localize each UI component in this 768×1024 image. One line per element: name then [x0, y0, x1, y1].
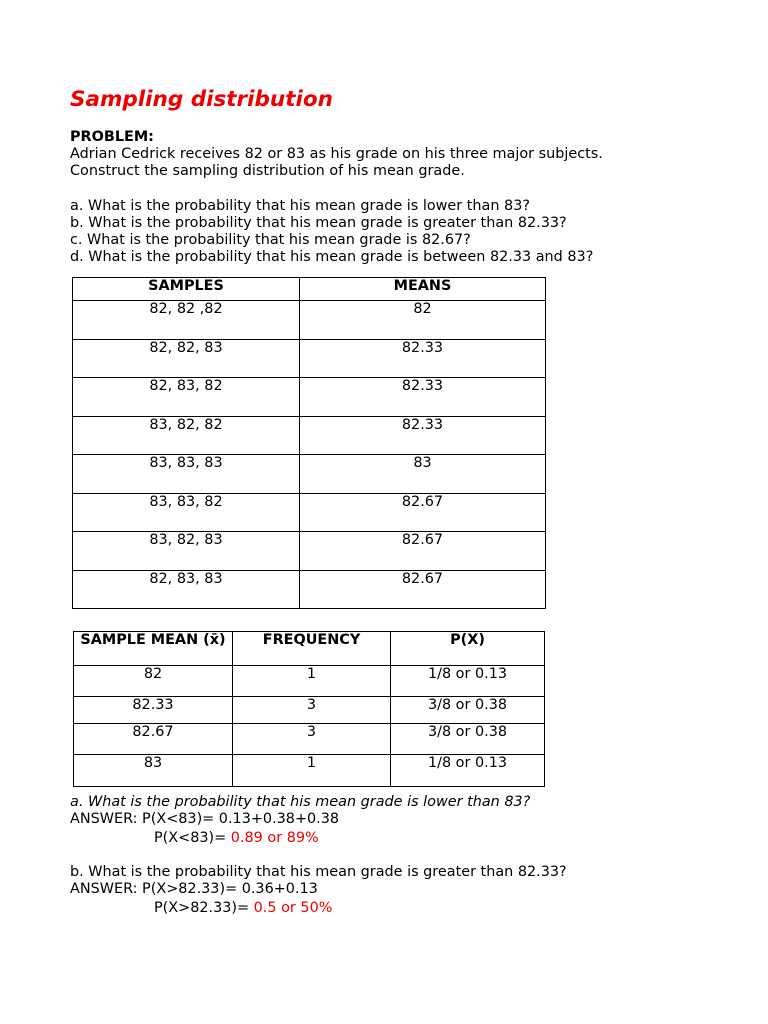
- table-cell: 3/8 or 0.38: [391, 697, 545, 724]
- table-cell: 82.67: [300, 570, 546, 609]
- table-cell: 83, 83, 82: [73, 493, 300, 532]
- table-row: [73, 455, 546, 494]
- answer-result-prefix: P(X>82.33)=: [154, 900, 254, 916]
- table-cell: 3: [233, 697, 391, 724]
- table-row: [73, 416, 546, 455]
- table-cell: 82: [300, 301, 546, 340]
- table-cell: 82: [74, 666, 233, 697]
- table-cell: 82.33: [300, 378, 546, 417]
- table-row: [74, 666, 545, 697]
- table-row: [73, 378, 546, 417]
- table-cell: 83: [300, 455, 546, 494]
- column-header-samples: SAMPLES: [73, 278, 300, 301]
- page-title: Sampling distribution: [70, 87, 333, 112]
- table-header-row: [73, 278, 546, 301]
- table-row: [73, 339, 546, 378]
- table-header-row: [74, 632, 545, 666]
- table-cell: 82.67: [300, 532, 546, 571]
- table-cell: 83, 82, 83: [73, 532, 300, 571]
- problem-line: Construct the sampling distribution of his mean grade.: [70, 163, 465, 179]
- problem-line: Adrian Cedrick receives 82 or 83 as his grade on his three major subjects.: [70, 146, 603, 162]
- answer-result-value: 0.5 or 50%: [253, 900, 333, 916]
- answer-b-section: [70, 864, 567, 917]
- table-cell: 83, 82, 82: [73, 416, 300, 455]
- question-item: d. What is the probability that his mean grade is between 82.33 and 83?: [70, 249, 594, 265]
- table-cell: 1: [233, 666, 391, 697]
- sampling-distribution-table: [73, 631, 545, 787]
- table-cell: 82, 83, 83: [73, 570, 300, 609]
- table-row: [73, 301, 546, 340]
- table-row: [73, 493, 546, 532]
- table-cell: 82.33: [74, 697, 233, 724]
- table-row: [73, 570, 546, 609]
- table-cell: 82, 82, 83: [73, 339, 300, 378]
- table-cell: 1: [233, 755, 391, 787]
- table-cell: 82.33: [300, 416, 546, 455]
- table-row: [74, 755, 545, 787]
- column-header-sample-mean: SAMPLE MEAN (x̄): [74, 632, 233, 666]
- table-row: [73, 532, 546, 571]
- answer-result-line: [70, 900, 567, 917]
- question-item: a. What is the probability that his mean grade is lower than 83?: [70, 198, 530, 214]
- question-item: c. What is the probability that his mean grade is 82.67?: [70, 232, 471, 248]
- answer-result-line: [70, 830, 530, 847]
- question-item: b. What is the probability that his mean grade is greater than 82.33?: [70, 215, 567, 231]
- answer-result-value: 0.89 or 89%: [230, 830, 319, 846]
- answer-line: ANSWER: P(X<83)= 0.13+0.38+0.38: [70, 811, 340, 827]
- table-cell: 1/8 or 0.13: [391, 666, 545, 697]
- answer-a-section: [70, 794, 530, 847]
- samples-table: [72, 277, 546, 609]
- table-row: [74, 724, 545, 755]
- table-cell: 82.33: [300, 339, 546, 378]
- table-cell: 82, 82 ,82: [73, 301, 300, 340]
- table-cell: 82.67: [74, 724, 233, 755]
- table-cell: 3: [233, 724, 391, 755]
- answer-question: b. What is the probability that his mean grade is greater than 82.33?: [70, 864, 567, 880]
- problem-section: [70, 129, 603, 180]
- table-cell: 82, 83, 82: [73, 378, 300, 417]
- column-header-frequency: FREQUENCY: [233, 632, 391, 666]
- table-cell: 82.67: [300, 493, 546, 532]
- table-cell: 83, 83, 83: [73, 455, 300, 494]
- table-cell: 83: [74, 755, 233, 787]
- column-header-means: MEANS: [300, 278, 546, 301]
- answer-line: ANSWER: P(X>82.33)= 0.36+0.13: [70, 881, 318, 897]
- questions-list: [70, 198, 593, 266]
- problem-heading: PROBLEM:: [70, 129, 154, 145]
- answer-result-prefix: P(X<83)=: [154, 830, 231, 846]
- table-row: [74, 697, 545, 724]
- column-header-px: P(X): [391, 632, 545, 666]
- answer-question: a. What is the probability that his mean grade is lower than 83?: [70, 794, 531, 810]
- table-cell: 3/8 or 0.38: [391, 724, 545, 755]
- table-cell: 1/8 or 0.13: [391, 755, 545, 787]
